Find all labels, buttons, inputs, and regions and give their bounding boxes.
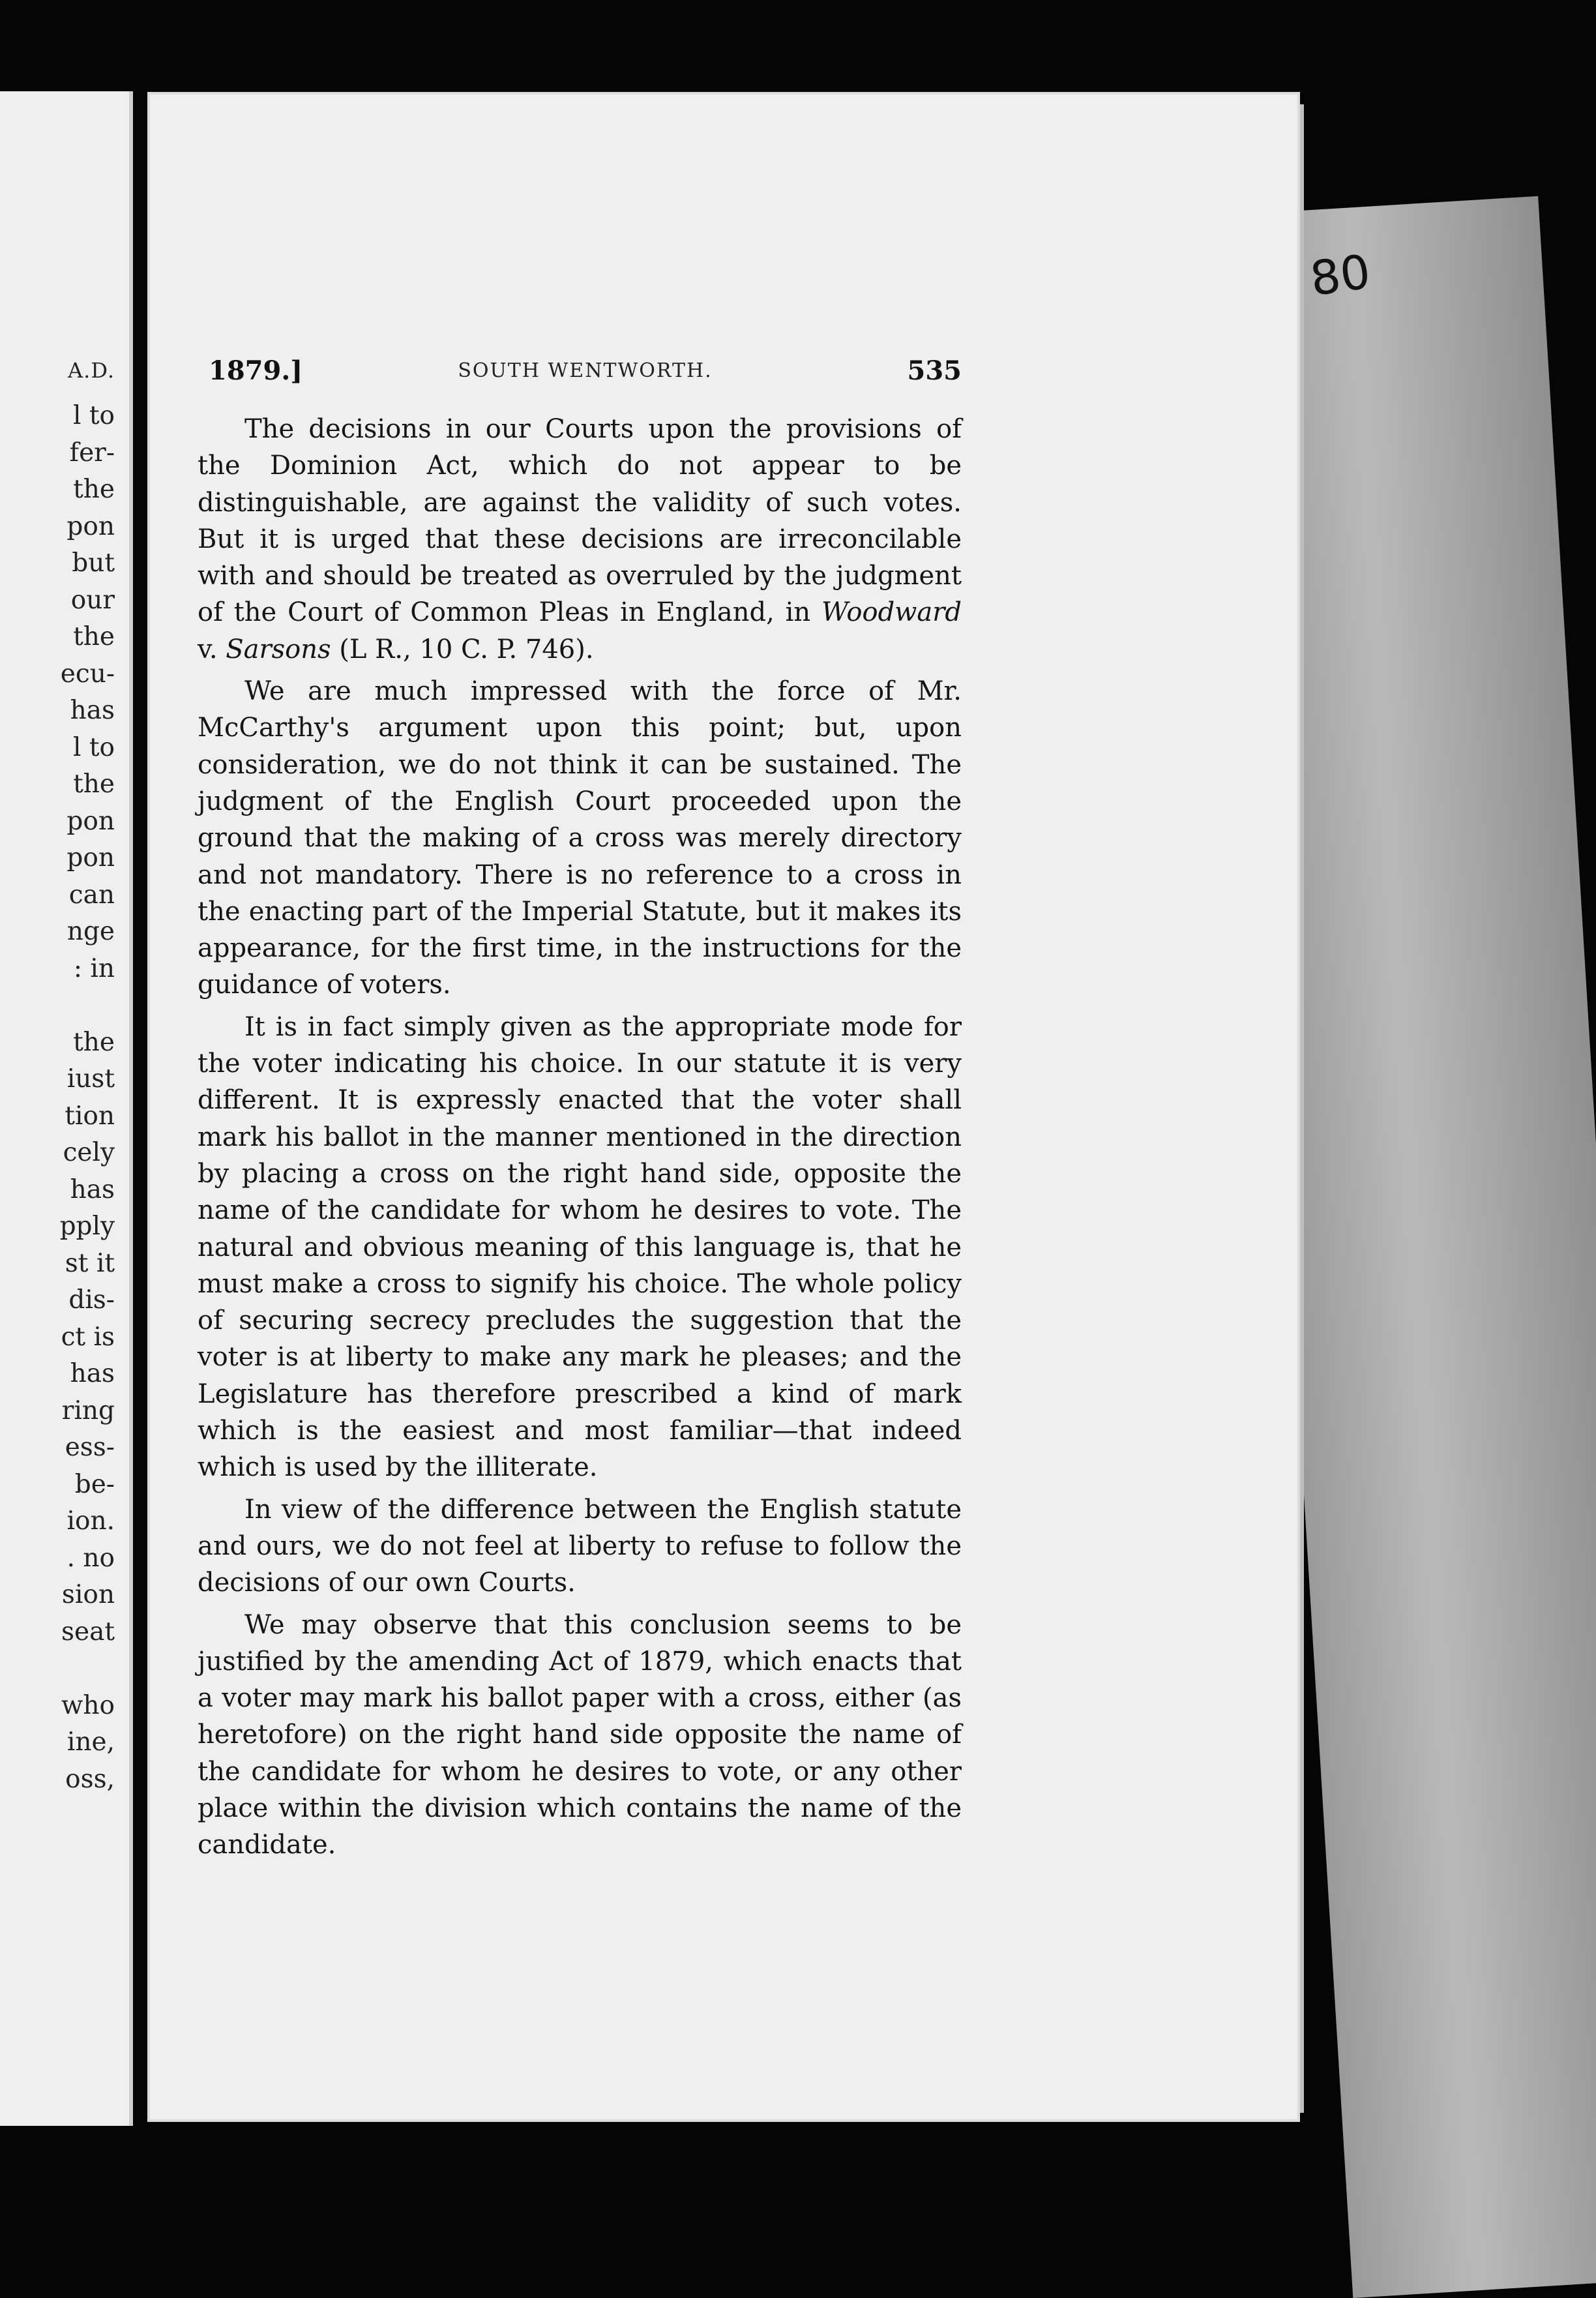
left-page-fragment: fer- [69,438,115,468]
left-page-fragment: be- [74,1469,115,1499]
left-page-fragment: ess- [65,1433,115,1462]
left-page-fragment: tion [65,1101,115,1131]
left-page-fragment: st it [65,1248,115,1278]
paragraph-3: It is in fact simply given as the appropriate mode for the voter indicating his choice. In our statute it is very different. It is expressly enacted that the voter shall mark his ballot in the manner mentioned in the direction by placing a cross on the right hand side, opposite the name of the candidate for whom he desires to vote. The natural and obvious meaning of this language is, that he must make a cross to signify his choice. The whole policy of securing secrecy precludes the suggestion that the voter is at liberty to make any mark he pleases; and the Legislature has therefore prescribed a kind of mark which is the easiest and most familiar—that indeed which is used by the illiterate. [198,1011,962,1483]
left-page-fragment: . no [66,1543,115,1573]
body-text [198,411,962,1869]
left-page-fragment: l to [72,732,115,762]
left-page-fragment: seat [61,1617,115,1647]
left-page-fragment: ion. [66,1506,115,1536]
left-page-fragment: l to [72,401,115,430]
left-page-fragment: pon [66,843,115,873]
left-page-fragment: has [70,1174,115,1204]
left-page-fragment: has [70,1359,115,1388]
left-page-fragment: ine, [66,1727,115,1757]
left-page-fragment: pply [59,1212,115,1241]
left-page-fragment: oss, [65,1764,115,1794]
case-name-sarsons: Sarsons [226,634,331,664]
left-page-fragment: nge [66,917,115,946]
paragraph-2: We are much impressed with the force of Mr. McCarthy's argument upon this point; but, upon consideration, we do not think it can be sustained. The judgment of the English Court proceeded upon the ground that the making of a cross was merely directory and not mandatory. There is no reference to a cross in the enacting part of the Imperial Statute, but it makes its appearance, for the first time, in the instructions for the guidance of voters. [198,676,962,1000]
left-page-fragment: : in [73,953,115,983]
running-head [209,355,962,395]
left-page-fragment: the [73,622,115,651]
left-page-fragment: has [70,696,115,725]
case-citation: (L R., 10 C. P. 746). [331,634,594,664]
left-page-fragment: ct is [61,1322,115,1352]
left-page-fragment: can [68,880,115,910]
paragraph-4: In view of the difference between the English statute and ours, we do not feel at liberty to refuse to follow the decisions of our own Courts. [198,1494,962,1598]
left-page-fragment: iust [66,1064,115,1094]
left-page-fragment: dis- [68,1285,115,1315]
left-page-fragment: the [73,1027,115,1057]
left-page-header: A.D. [68,358,115,383]
page-number: 535 [907,355,962,386]
paragraph-1-text: The decisions in our Courts upon the provisions of the Dominion Act, which do not appear to be distinguishable, are against the validity of such votes. But it is urged that these decisions are irreconcilable with and should be treated as overruled by the judgment of the Court of Common Pleas in England, in [198,414,962,628]
running-head-year: 1879.] [209,355,303,386]
left-page-fragment: ecu- [60,659,115,689]
left-page [0,91,133,2126]
left-page-fragment: sion [61,1580,115,1609]
left-page-fragment: who [61,1690,115,1720]
running-head-title: SOUTH WENTWORTH. [458,359,713,382]
left-page-fragment: the [73,475,115,504]
left-page-fragment: pon [66,806,115,836]
left-page-fragment: our [70,585,115,615]
left-page-fragment: but [72,548,115,578]
left-page-fragment: the [73,769,115,799]
case-versus: v. [198,634,226,664]
left-page-fragment: pon [66,511,115,541]
paragraph-5: We may observe that this conclusion seems to be justified by the amending Act of 1879, which enacts that a voter may mark his ballot paper with a cross, either (as heretofore) on the right hand side opposite the name of the candidate for whom he desires to vote, or any other place within the division which contains the name of the candidate. [198,1609,962,1860]
case-name-woodward: Woodward [821,597,962,628]
left-page-fragment: cely [63,1138,115,1167]
paragraph-1 [198,411,962,668]
handwritten-stamp: 80 [1307,244,1374,306]
left-page-fragment: ring [61,1395,115,1425]
